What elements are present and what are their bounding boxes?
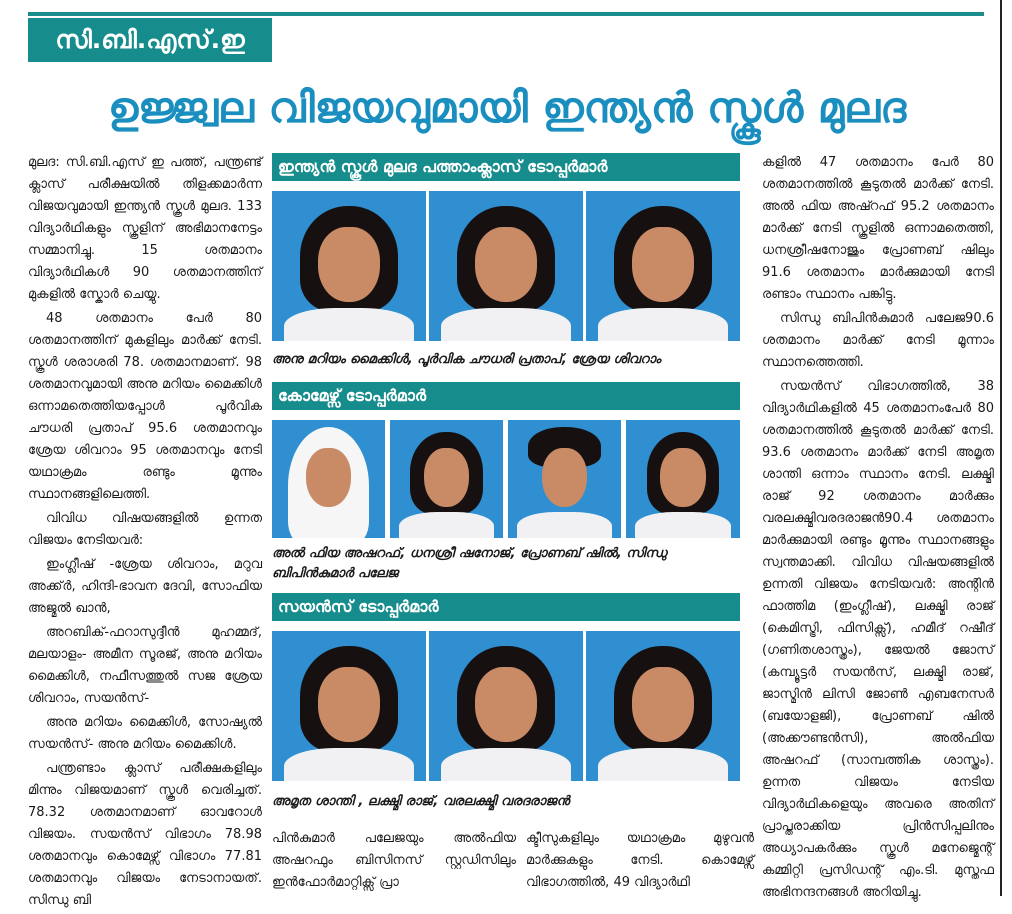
topper-photo <box>272 631 426 781</box>
paragraph: പന്ത്രണ്ടാം ക്ലാസ് പരീക്ഷകളിലും മിന്നും വിജയമാണ് സ്കൂൾ വെരിച്ചത്. 78.32 ശതമാനമാണ് ഓവറോൾ വിജയം. സയൻസ് വിഭാഗം 78.98 ശതമാനവും കൊമേഴ്സ് വിഭാഗം 77.81 ശതമാനവും വിജയം നേടാനായത്. സിന്ധു ബി <box>28 761 262 908</box>
paragraph: സയൻസ് വിഭാഗത്തിൽ, 38 വിദ്യാർഥികളിൽ 45 ശതമാനംപേർ 80 ശതമാനത്തിൽ കൂടുതൽ മാർക്ക് നേടി. 93.6 ശതമാനം മാർക്ക് നേടി അമൃത ശാന്തി ഒന്നാം സ്ഥാനം നേടി. ലക്ഷ്മി രാജ് 92 ശതമാനം മാർക്കും വരലക്ഷ്മിവരദരാജൻ90.4 ശതമാനം മാർക്കുമായി രണ്ടും മൂന്നും സ്ഥാനങ്ങളും സ്വന്തമാക്കി. വിവിധ വിഷയങ്ങളിൽ ഉന്നതി വിജയം നേടിയവർ: അന്റിൻ ഫാത്തിമ (ഇംഗ്ലീഷ്), ലക്ഷ്മി രാജ് (കെമിസ്ട്രി, ഫിസിക്സ്), ഹമീദ് റഷീദ് (ഗണിതശാസ്ത്രം), ജേയൽ ജോസ് (കമ്പ്യൂട്ടർ സയൻസ്, ലക്ഷ്മി രാജ്, ജാസ്മിൻ ലിസി ജോൺ എബനേസർ (ബയോളജി), പ്രോണബ് ഷിൽ (അക്കൗണ്ടൻസി), അൽഫിയ അഷറഫ് (സാമ്പത്തിക ശാസ്ത്രം). ഉന്നത വിജയം നേടിയ വിദ്യാർഥികളെയും അവരെ അതിന് പ്രാപ്തരാക്കിയ പ്രിൻസിപ്പലിനും അധ്യാപകർക്കും സ്കൂൾ മനേജ്മെന്റ് കമ്മിറ്റി പ്രസിഡന്റ് എം.ടി. മുസ്തഫ അഭിനന്ദനങ്ങൾ അറിയിച്ചു. <box>762 379 994 900</box>
topper-photo <box>586 191 740 341</box>
article-column-2: പിൻകുമാർ പലേജയും അൽഫിയ അഷറഫും ബിസിനസ് സ്റ്റഡിസിലും ഇൻഫോർമാറ്റിക്സ് പ്രാ <box>272 831 516 890</box>
section-tag: സി.ബി.എസ്.ഇ <box>28 18 272 62</box>
topper-photo <box>272 191 426 341</box>
topper-photo <box>626 420 740 538</box>
paragraph: ഇംഗ്ലീഷ് -ശ്രേയ ശിവറാം, മറുവ അക്ക്ർ, ഹിന്ദി-ഭാവന ദേവി, സോഫിയ അജ്മൽ ഖാൻ, <box>28 557 262 616</box>
topper-photo <box>508 420 621 538</box>
topper-photo <box>586 631 740 781</box>
topper-photo <box>390 420 503 538</box>
topper-photo <box>272 420 385 538</box>
photo-caption: അമൃത ശാന്തി , ലക്ഷ്മി രാജ്, വരലക്ഷ്മി വരദരാജൻ <box>272 794 570 809</box>
article-column-1 <box>28 152 262 914</box>
headline: ഉജ്ജ്വല വിജയവുമായി ഇന്ത്യൻ സ്കൂൾ മുലദ <box>107 83 907 132</box>
paragraph: വിവിധ വിഷയങ്ങളിൽ ഉന്നത വിജയം നേടിയവർ: <box>28 511 262 548</box>
paragraph: അനു മറിയം മൈക്കിൾ, സോഷ്യൽ സയൻസ്- അനു മറിയം മൈക്കിൾ. <box>28 715 262 752</box>
commerce-toppers-band: കോമേഴ്സ് ടോപ്പർമാർ <box>272 382 740 410</box>
photo-caption: അനു മറിയം മൈക്കിൾ, പൂർവിക ചൗധരി പ്രതാപ്, ശ്രേയ ശിവറാം <box>272 352 661 367</box>
paragraph: മുലദ: സി.ബി.എസ് ഇ പത്ത്, പന്ത്രണ്ട് ക്ലാസ് പരീക്ഷയിൽ തിളക്കമാർന്ന വിജയവുമായി ഇന്ത്യൻ സ്കൂൾ മുലദ. 133 വിദ്യാർഥികളും സ്കൂളിന് അഭിമാനനേട്ടം സമ്മാനിച്ചു. 15 ശതമാനം വിദ്യാർഥികൾ 90 ശതമാനത്തിന് മുകളിൽ സ്കോർ ചെയ്യു. <box>28 155 262 302</box>
column-rule <box>1000 0 1002 896</box>
topper-photo <box>429 631 583 781</box>
article-column-3-bottom: ക്ടീസുകളിലും യഥാക്രമം മുഴുവൻ മാർക്കുകളും നേടി. കൊമേഴ്സ് വിഭാഗത്തിൽ, 49 വിദ്യാർഥി <box>526 831 754 890</box>
paragraph: 48 ശതമാനം പേർ 80 ശതമാനത്തിന് മുകളിലും മാർക്ക് നേടി. സ്കൂൾ ശരാശരി 78. ശതമാനമാണ്. 98 ശതമാനവുമായി അനു മറിയം മൈക്കിൾ ഒന്നാമതെത്തിയപ്പോൾ പൂർവിക ചൗധരി പ്രതാപ് 95.6 ശതമാനവും ശ്രേയ ശിവറാം 95 ശതമാനവും നേടി യഥാക്രമം രണ്ടും മൂന്നും സ്ഥാനങ്ങളിലെത്തി. <box>28 311 262 502</box>
photo-caption: അൽ ഫിയ അഷറഫ്, ധനശ്രീ ഷനോജ്, പ്രോണബ് ഷിൽ, സിന്ധു ബിപിൻകുമാർ പലേജ <box>272 546 667 581</box>
paragraph: കളിൽ 47 ശതമാനം പേർ 80 ശതമാനത്തിൽ കൂടുതൽ മാർക്ക് നേടി. അൽ ഫിയ അഷ്റഫ് 95.2 ശതമാനം മാർക്ക് നേടി സ്കൂളിൽ ഒന്നാമതെത്തി, ധനശ്രീഷനോജും പ്രോണബ് ഷിലും 91.6 ശതമാനം മാർക്കുമായി നേടി രണ്ടാം സ്ഥാനം പങ്കിട്ടു. <box>762 155 994 302</box>
tenth-toppers-band: ഇന്ത്യൻ സ്കൂൾ മുലദ പത്താംക്ലാസ് ടോപ്പർമാർ <box>272 153 740 181</box>
top-rule <box>28 12 984 16</box>
science-toppers-band: സയൻസ് ടോപ്പർമാർ <box>272 593 740 621</box>
article-column-4 <box>762 152 994 906</box>
paragraph: അറബിക്-ഫറാസുദ്ദീൻ മുഹമ്മദ്, മലയാളം- അമീന സൂരജ്, അനു മറിയം മൈക്കിൾ, നഫീസത്തുൽ സജ ശ്രേയ ശിവറാം, സയൻസ്- <box>28 625 262 706</box>
paragraph: സിന്ധു ബിപിൻകുമാർ പലേജ90.6 ശതമാനം മാർക്ക് നേടി മൂന്നാം സ്ഥാനത്തെത്തി. <box>762 311 994 370</box>
topper-photo <box>429 191 583 341</box>
